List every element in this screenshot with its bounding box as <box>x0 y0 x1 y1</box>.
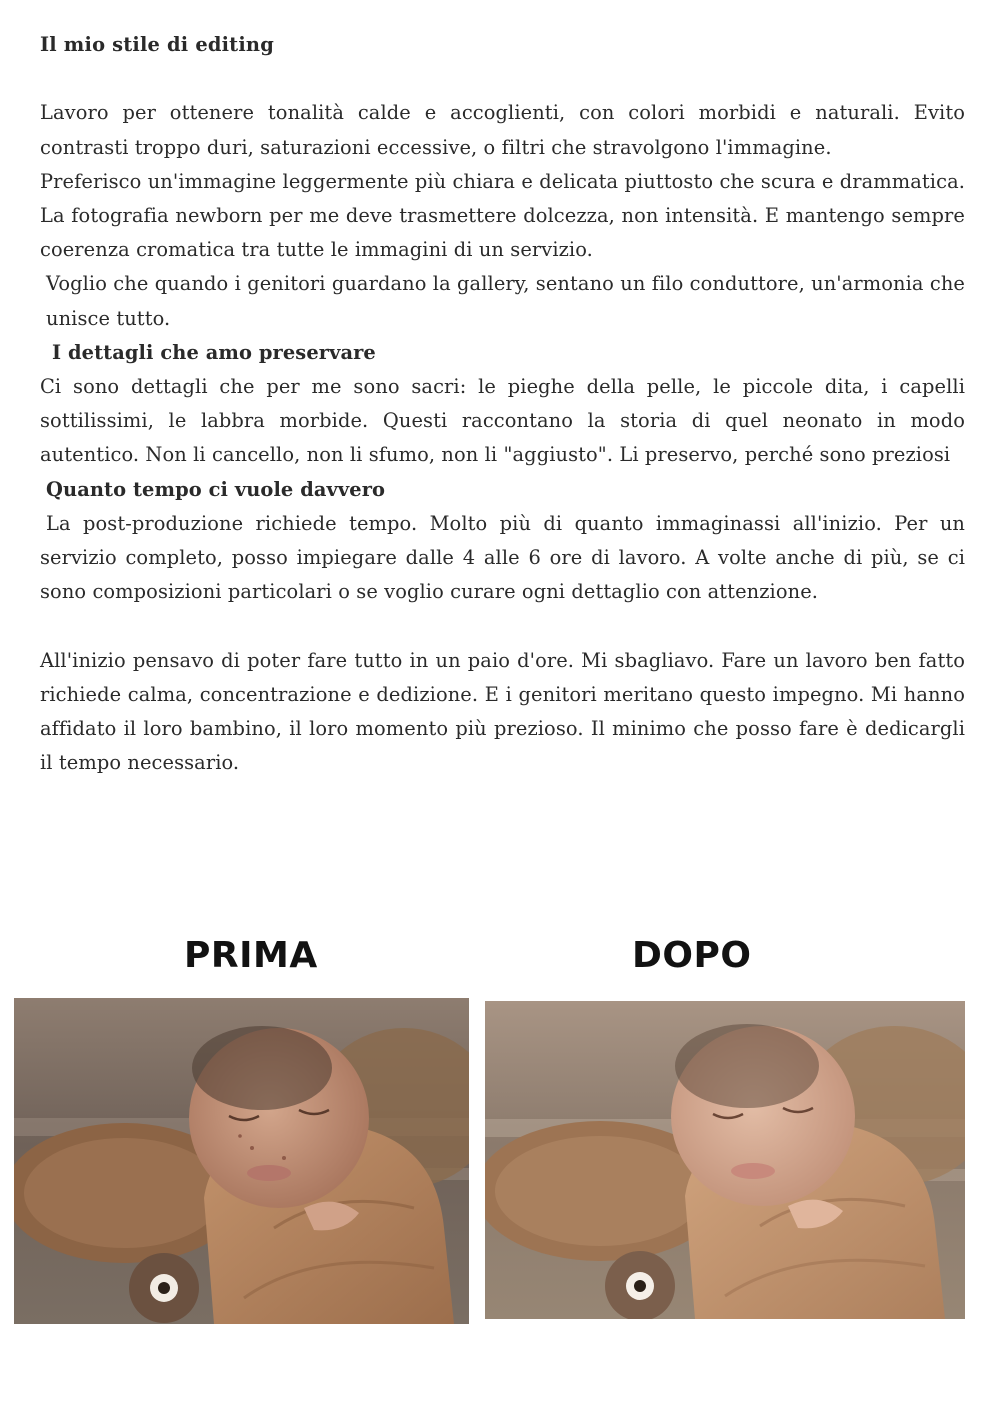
newborn-photo-before <box>14 998 469 1324</box>
after-photo <box>485 1001 965 1319</box>
before-photo <box>14 998 469 1324</box>
spacer <box>40 609 965 643</box>
paragraph-light-delicate: Preferisco un'immagine leggermente più chiara e delicata piuttosto che scura e drammatica. La fotografia newborn per me deve trasmettere dolcezza, non intensità. E mantengo sempre coerenza cromatica tra tutte le immagini di un servizio. <box>40 169 965 262</box>
paragraph-post-production: La post-produzione richiede tempo. Molto più di quanto immaginassi all'inizio. Per un servizio completo, posso impiegare dalle 4 alle 6 ore di lavoro. A volte anche di più, se ci sono composizioni particolari o se voglio curare ogni dettaglio con attenzione. <box>40 511 965 604</box>
after-label: DOPO <box>632 935 752 976</box>
paragraph-details: Ci sono dettagli che per me sono sacri: le pieghe della pelle, le piccole dita, i capelli sottilissimi, le labbra morbide. Questi raccontano la storia di quel neonato in modo autentico. Non li cancello, non li sfumo, non li "aggiusto". Li preservo, perché sono preziosi <box>40 375 965 467</box>
document-title: Il mio stile di editing <box>40 33 274 56</box>
spacer <box>40 62 965 96</box>
newborn-photo-after <box>485 1001 965 1319</box>
heading-details: I dettagli che amo preservare <box>52 340 376 364</box>
paragraph-warm-tones: Lavoro per ottenere tonalità calde e accoglienti, con colori morbidi e naturali. Evito contrasti troppo duri, saturazioni eccessive, o filtri che stravolgono l'immagine. <box>40 101 965 159</box>
article-text <box>40 28 965 780</box>
before-label: PRIMA <box>184 935 318 976</box>
paragraph-gallery: Voglio che quando i genitori guardano la gallery, sentano un filo conduttore, un'armonia che unisce tutto. <box>46 272 965 330</box>
paragraph-commitment: All'inizio pensavo di poter fare tutto in un paio d'ore. Mi sbagliavo. Fare un lavoro ben fatto richiede calma, concentrazione e dedizione. E i genitori meritano questo impegno. Mi hanno affidato il loro bambino, il loro momento più prezioso. Il minimo che posso fare è dedicargli il tempo necessario. <box>40 648 965 775</box>
heading-time: Quanto tempo ci vuole davvero <box>46 477 386 501</box>
